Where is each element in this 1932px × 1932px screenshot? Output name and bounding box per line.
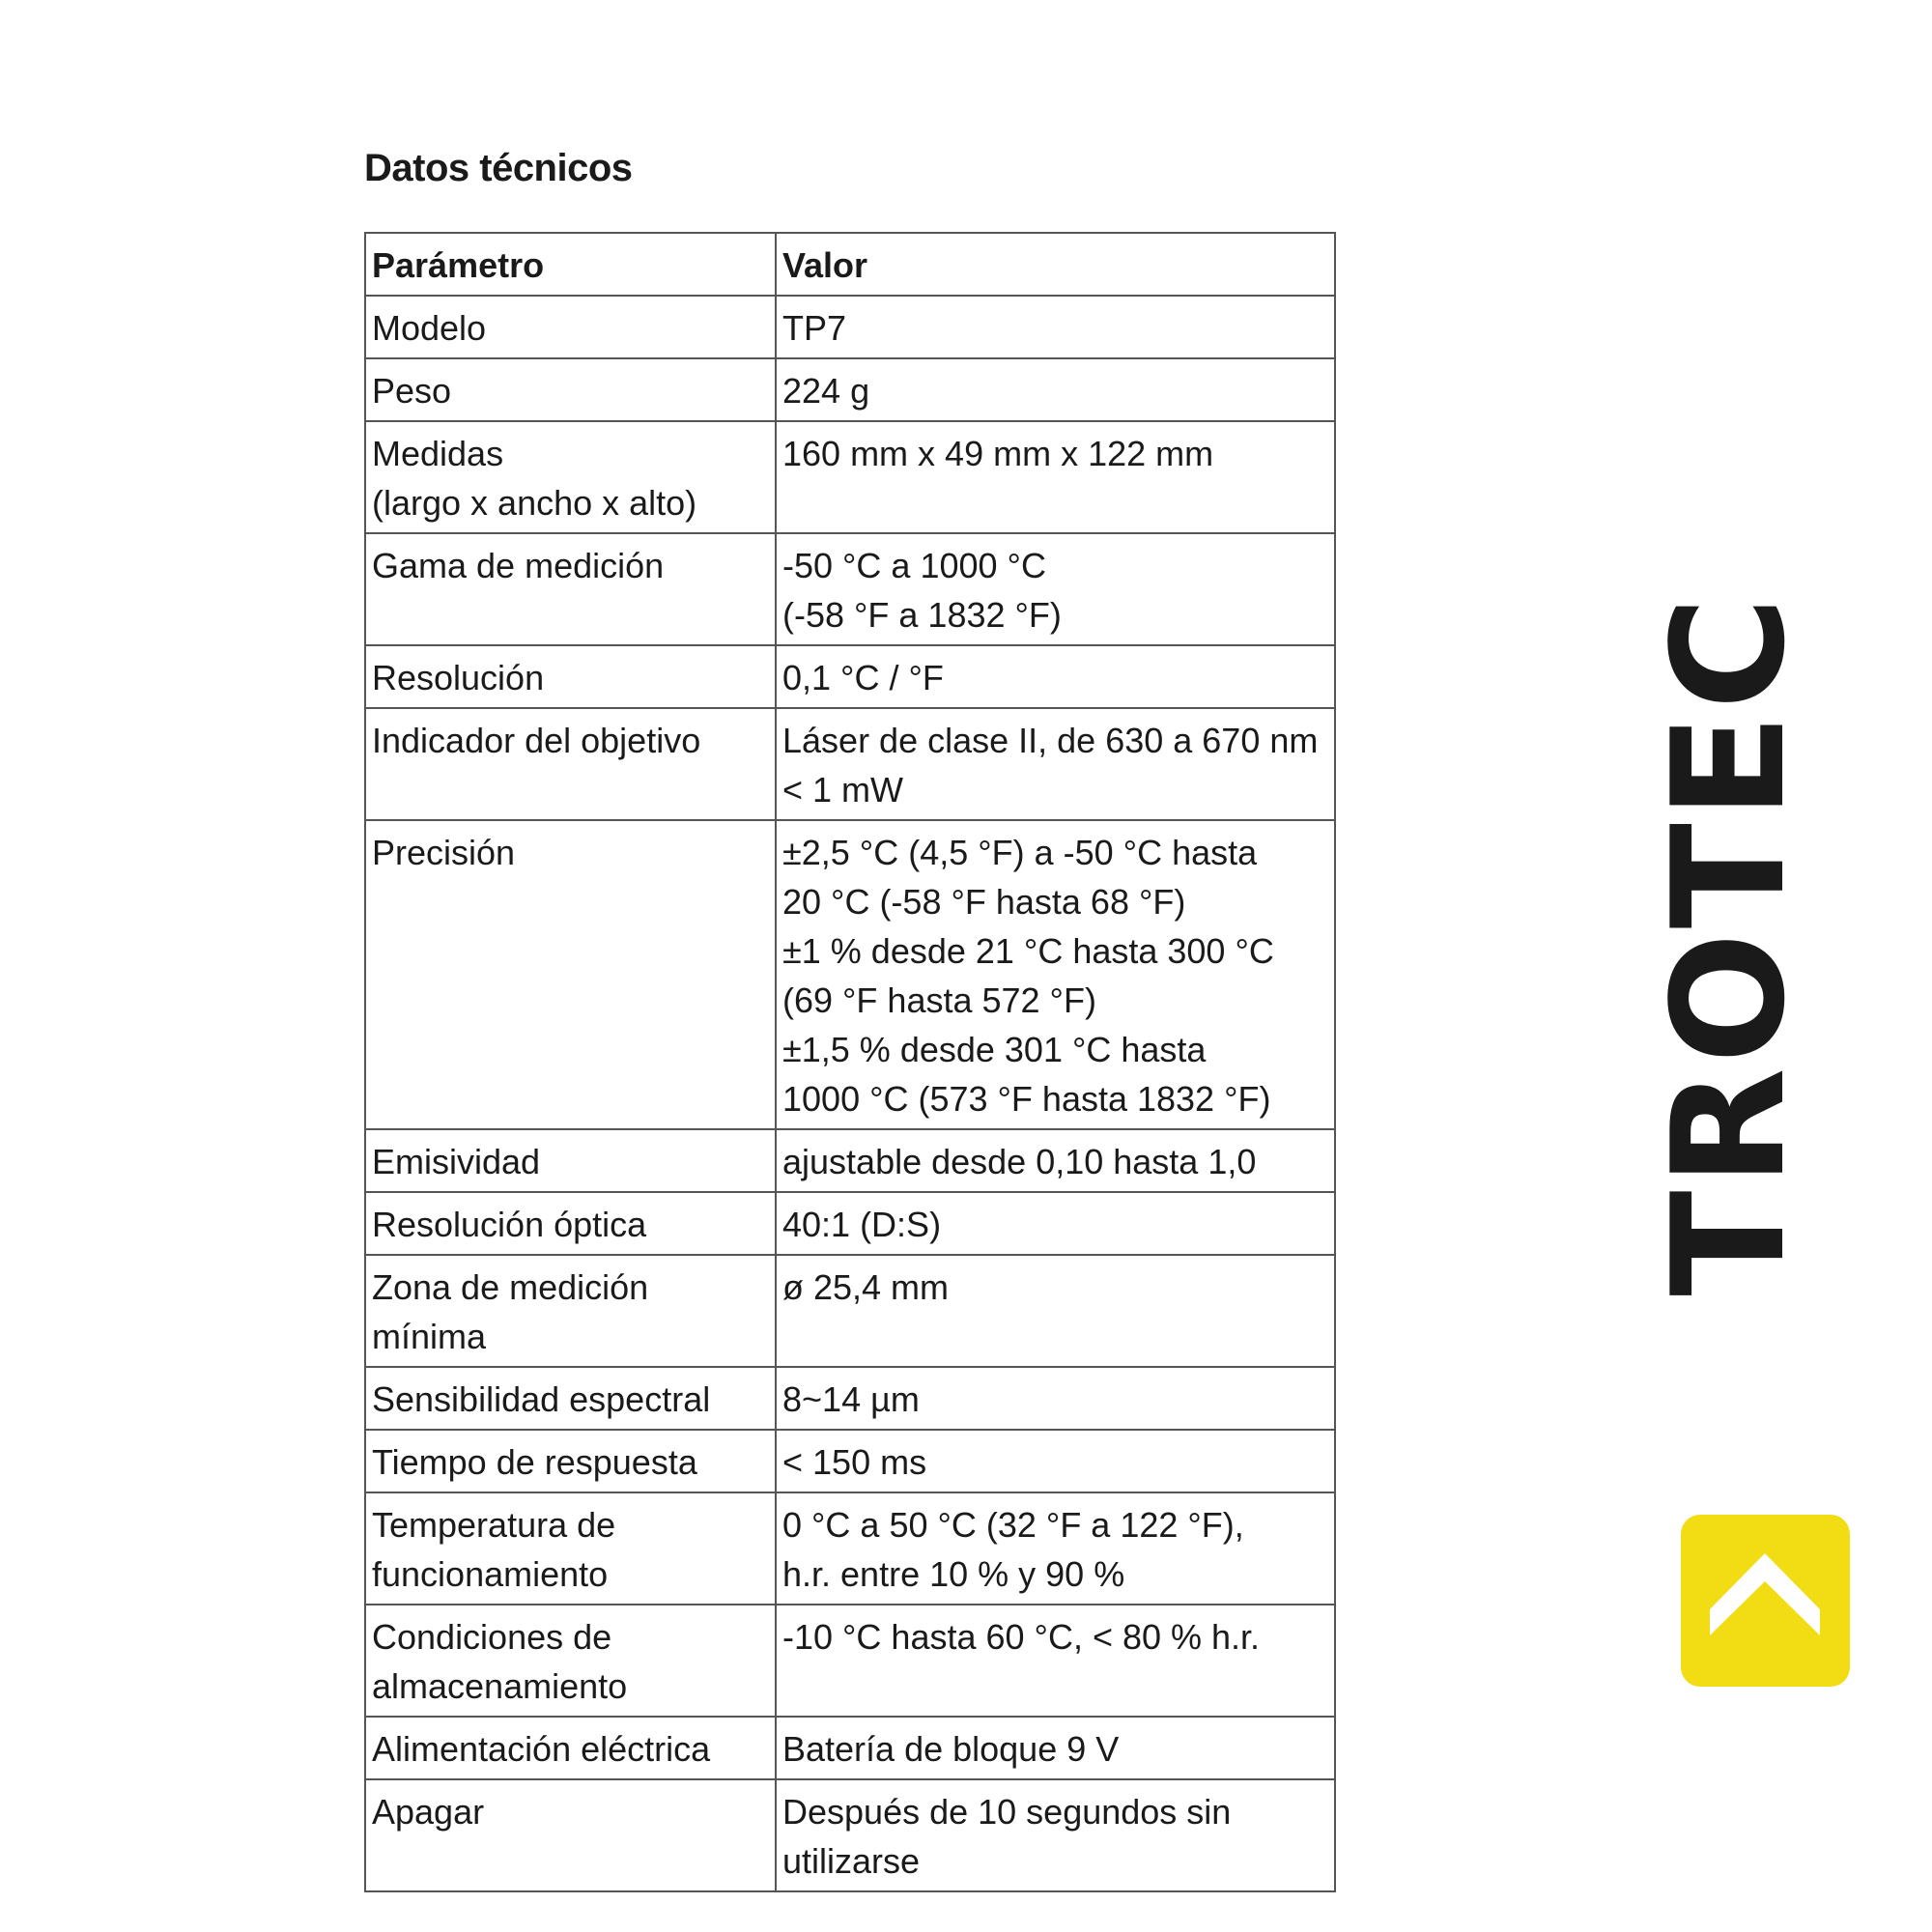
- header-value: Valor: [776, 233, 1335, 296]
- table-row: [365, 1367, 1335, 1430]
- table-row: [365, 1129, 1335, 1192]
- value-cell: ±2,5 °C (4,5 °F) a -50 °C hasta 20 °C (-58 °F hasta 68 °F) ±1 % desde 21 °C hasta 300 °C (69 °F hasta 572 °F) ±1,5 % desde 301 °C hasta 1000 °C (573 °F hasta 1832 °F): [776, 820, 1335, 1129]
- param-cell: Alimentación eléctrica: [365, 1717, 776, 1779]
- table-row: [365, 296, 1335, 358]
- value-cell: ø 25,4 mm: [776, 1255, 1335, 1367]
- value-cell: Después de 10 segundos sin utilizarse: [776, 1779, 1335, 1891]
- table-row: [365, 1492, 1335, 1605]
- param-cell: Apagar: [365, 1779, 776, 1891]
- value-cell: Láser de clase II, de 630 a 670 nm < 1 mW: [776, 708, 1335, 820]
- param-cell: Zona de medición mínima: [365, 1255, 776, 1367]
- table-row: [365, 820, 1335, 1129]
- param-cell: Resolución óptica: [365, 1192, 776, 1255]
- table-row: [365, 1605, 1335, 1717]
- table-row: [365, 421, 1335, 533]
- logo-wordmark: TROTEC: [1638, 592, 1819, 1296]
- param-cell: Emisividad: [365, 1129, 776, 1192]
- table-row: [365, 1255, 1335, 1367]
- param-cell: Modelo: [365, 296, 776, 358]
- table-row: [365, 1430, 1335, 1492]
- value-cell: ajustable desde 0,10 hasta 1,0: [776, 1129, 1335, 1192]
- param-cell: Indicador del objetivo: [365, 708, 776, 820]
- value-cell: 0,1 °C / °F: [776, 645, 1335, 708]
- table-header-row: [365, 233, 1335, 296]
- value-cell: 40:1 (D:S): [776, 1192, 1335, 1255]
- param-cell: Tiempo de respuesta: [365, 1430, 776, 1492]
- param-cell: Precisión: [365, 820, 776, 1129]
- value-cell: 224 g: [776, 358, 1335, 421]
- param-cell: Sensibilidad espectral: [365, 1367, 776, 1430]
- value-cell: < 150 ms: [776, 1430, 1335, 1492]
- value-cell: 8~14 µm: [776, 1367, 1335, 1430]
- param-cell: Condiciones de almacenamiento: [365, 1605, 776, 1717]
- value-cell: -10 °C hasta 60 °C, < 80 % h.r.: [776, 1605, 1335, 1717]
- value-cell: 160 mm x 49 mm x 122 mm: [776, 421, 1335, 533]
- table-row: [365, 1717, 1335, 1779]
- value-cell: Batería de bloque 9 V: [776, 1717, 1335, 1779]
- header-parameter: Parámetro: [365, 233, 776, 296]
- table-row: [365, 1192, 1335, 1255]
- table-row: [365, 533, 1335, 645]
- table-row: [365, 708, 1335, 820]
- value-cell: 0 °C a 50 °C (32 °F a 122 °F), h.r. entre 10 % y 90 %: [776, 1492, 1335, 1605]
- logo-badge: [1681, 1515, 1850, 1687]
- param-cell: Peso: [365, 358, 776, 421]
- table-row: [365, 645, 1335, 708]
- table-row: [365, 1779, 1335, 1891]
- param-cell: Medidas (largo x ancho x alto): [365, 421, 776, 533]
- value-cell: TP7: [776, 296, 1335, 358]
- value-cell: -50 °C a 1000 °C (-58 °F a 1832 °F): [776, 533, 1335, 645]
- param-cell: Resolución: [365, 645, 776, 708]
- spec-table: [364, 232, 1336, 1892]
- table-row: [365, 358, 1335, 421]
- param-cell: Temperatura de funcionamiento: [365, 1492, 776, 1605]
- chevron-up-icon: [1681, 1515, 1850, 1687]
- param-cell: Gama de medición: [365, 533, 776, 645]
- page-title: Datos técnicos: [364, 147, 633, 189]
